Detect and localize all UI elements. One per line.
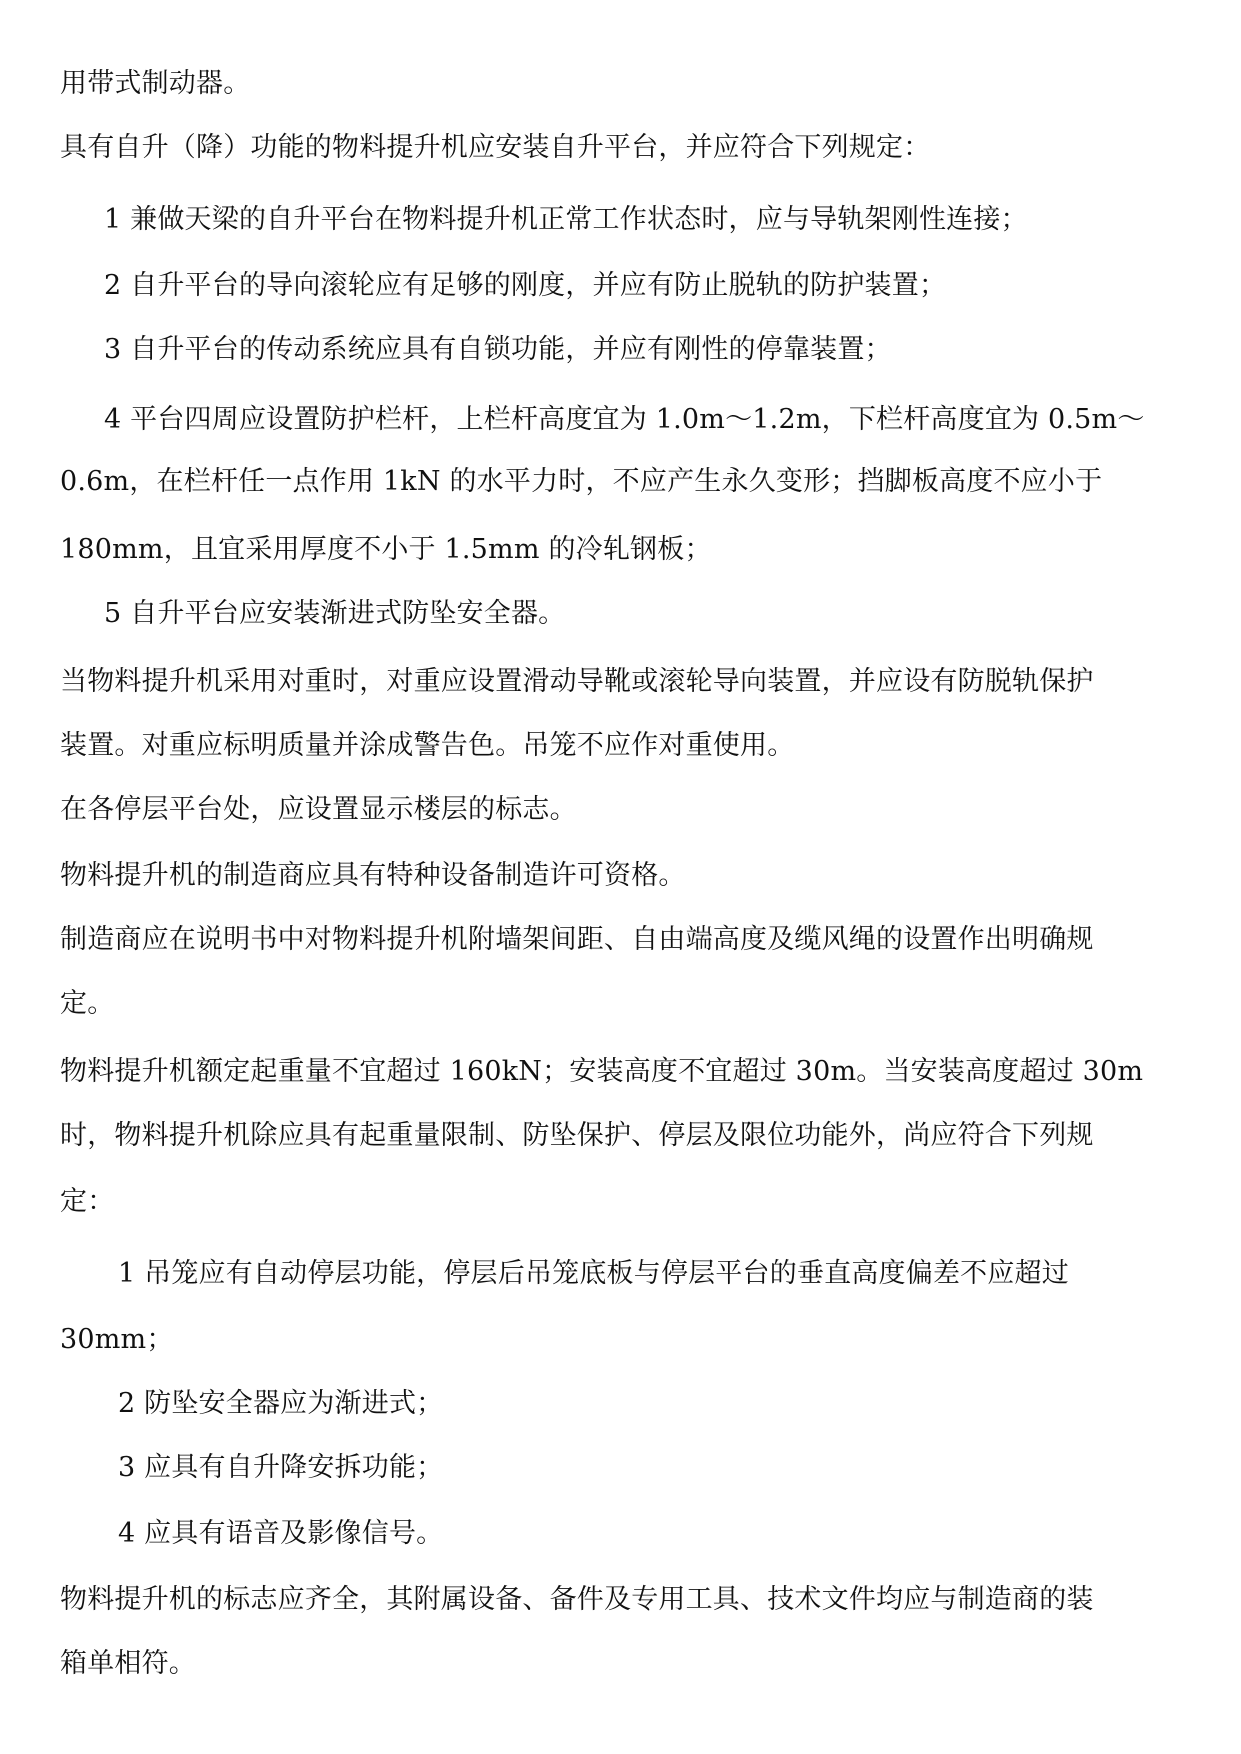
text-line: 物料提升机的制造商应具有特种设备制造许可资格。 (60, 860, 686, 891)
text-line: 定。 (60, 988, 115, 1019)
list-item: 1 吊笼应有自动停层功能，停层后吊笼底板与停层平台的垂直高度偏差不应超过 (118, 1258, 1069, 1289)
list-item: 3 应具有自升降安拆功能； (118, 1452, 444, 1483)
list-item: 1 兼做天梁的自升平台在物料提升机正常工作状态时，应与导轨架刚性连接； (104, 204, 1028, 235)
text-line: 30mm； (60, 1324, 174, 1355)
list-item: 5 自升平台应安装渐进式防坠安全器。 (104, 598, 566, 629)
text-line: 定： (60, 1186, 115, 1217)
text-line: 当物料提升机采用对重时，对重应设置滑动导靴或滚轮导向装置，并应设有防脱轨保护 (60, 666, 1094, 697)
text-line: 用带式制动器。 (60, 68, 251, 99)
text-line: 装置。对重应标明质量并涂成警告色。吊笼不应作对重使用。 (60, 730, 795, 761)
text-line: 物料提升机额定起重量不宜超过 160kN；安装高度不宜超过 30m。当安装高度超过 30m (60, 1056, 1144, 1087)
text-line: 0.6m，在栏杆任一点作用 1kN 的水平力时，不应产生永久变形；挡脚板高度不应小于 (60, 466, 1103, 497)
list-item: 4 平台四周应设置防护栏杆，上栏杆高度宜为 1.0m～1.2m，下栏杆高度宜为 0.5m～ (104, 404, 1145, 435)
list-item: 3 自升平台的传动系统应具有自锁功能，并应有刚性的停靠装置； (104, 334, 892, 365)
text-line: 箱单相符。 (60, 1648, 196, 1679)
text-line: 时，物料提升机除应具有起重量限制、防坠保护、停层及限位功能外，尚应符合下列规 (60, 1120, 1094, 1151)
list-item: 2 自升平台的导向滚轮应有足够的刚度，并应有防止脱轨的防护装置； (104, 270, 947, 301)
list-item: 2 防坠安全器应为渐进式； (118, 1388, 444, 1419)
text-line: 具有自升（降）功能的物料提升机应安装自升平台，并应符合下列规定： (60, 132, 931, 163)
text-line: 在各停层平台处，应设置显示楼层的标志。 (60, 794, 577, 825)
list-item: 4 应具有语音及影像信号。 (118, 1518, 444, 1549)
text-line: 物料提升机的标志应齐全，其附属设备、备件及专用工具、技术文件均应与制造商的装 (60, 1584, 1094, 1615)
text-line: 制造商应在说明书中对物料提升机附墙架间距、自由端高度及缆风绳的设置作出明确规 (60, 924, 1094, 955)
text-line: 180mm，且宜采用厚度不小于 1.5mm 的冷轧钢板； (60, 534, 712, 565)
